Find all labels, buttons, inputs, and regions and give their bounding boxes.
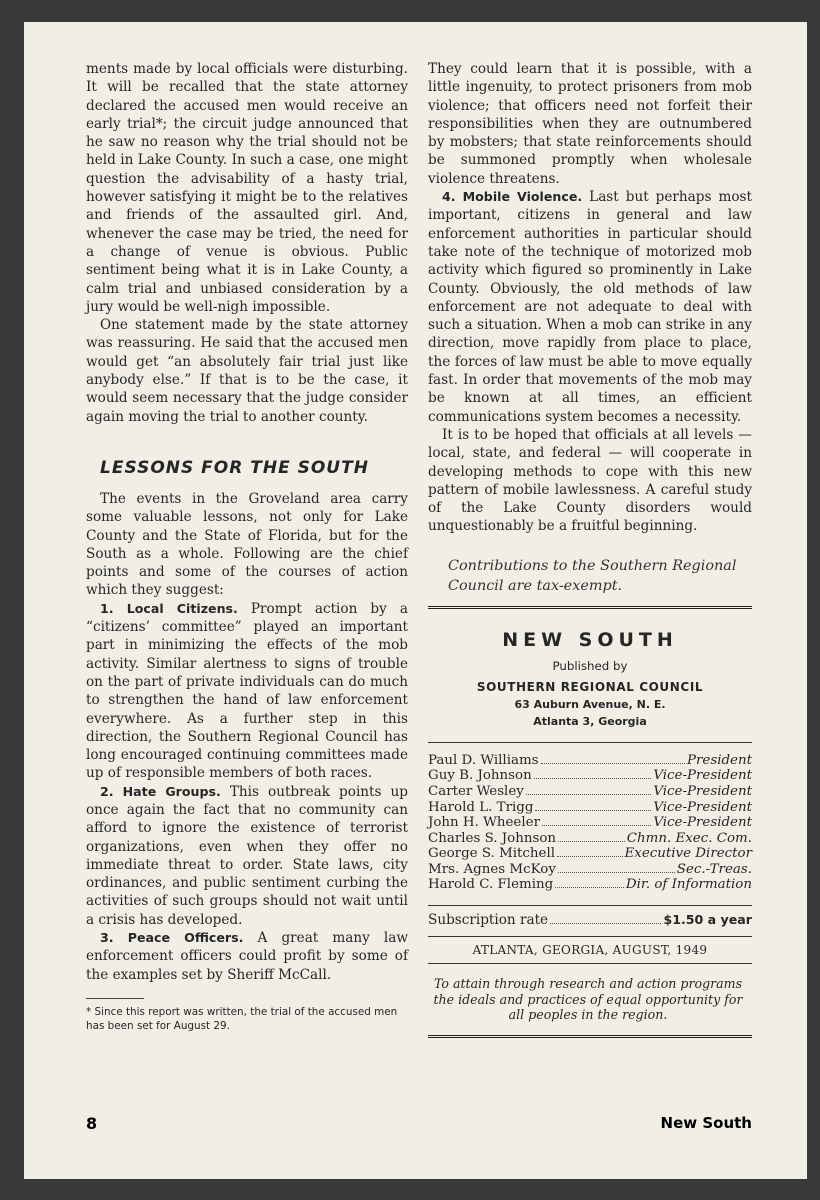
dot-leader bbox=[557, 856, 622, 857]
officer-name: John H. Wheeler bbox=[428, 815, 540, 831]
page-number: 8 bbox=[86, 1114, 98, 1133]
officer-role: Vice-President bbox=[653, 799, 752, 815]
subscription-rate bbox=[428, 912, 752, 928]
masthead bbox=[428, 629, 752, 728]
right-paragraph-1: They could learn that it is possible, with a little ingenuity, to protect prisoners from mob violence; that officers need not forfeit their responsibilities when they are outnumbered by mobsters; that state reinforcements should be summoned promptly when wholesale violence threatens. bbox=[428, 61, 752, 187]
officer-row bbox=[428, 753, 752, 769]
officer-role: Sec.-Treas. bbox=[676, 861, 752, 877]
section-heading: LESSONS FOR THE SOUTH bbox=[100, 457, 369, 478]
subscription-label: Subscription rate bbox=[428, 912, 549, 929]
officer-role: Vice-President bbox=[653, 815, 752, 831]
officer-name: Carter Wesley bbox=[428, 783, 524, 799]
officer-name: Charles S. Johnson bbox=[428, 830, 557, 846]
officer-name: Guy B. Johnson bbox=[428, 768, 532, 784]
point-lead: 2. Hate Groups. bbox=[100, 783, 221, 799]
left-paragraph-2: One statement made by the state attorney was reassuring. He said that the accused men would get “an absolutely fair trial just like anybody else.” If that is to be the case, it would seem necessary that the judge consider again moving the trial to another county. bbox=[86, 317, 408, 425]
dot-leader bbox=[541, 763, 685, 764]
divider bbox=[428, 936, 752, 937]
mission-statement: To attain through research and action programs the ideals and practices of equal opportunity for all peoples in the region. bbox=[433, 976, 743, 1023]
officers-list bbox=[428, 753, 752, 893]
right-paragraph-2: It is to be hoped that officials at all levels — local, state, and federal — will cooperate in developing methods to cope with this new pattern of mobile lawlessness. A careful study of the Lake County disorders would unquestionably be a fruitful beginning. bbox=[428, 426, 752, 535]
dot-leader bbox=[558, 872, 675, 873]
masthead-bottom-rule bbox=[428, 1035, 752, 1040]
officer-role: Chmn. Exec. Com. bbox=[626, 830, 752, 846]
dot-leader bbox=[555, 887, 624, 888]
address-line-2: Atlanta 3, Georgia bbox=[533, 714, 647, 728]
dot-leader bbox=[550, 923, 661, 924]
left-column bbox=[86, 60, 408, 1033]
footnote: * Since this report was written, the trial of the accused men has been set for August 29. bbox=[86, 1005, 398, 1032]
point-text: A great many law enforcement officers could profit by some of the examples set by Sheriff McCall. bbox=[86, 930, 408, 983]
officer-row bbox=[428, 862, 752, 878]
officer-role: Executive Director bbox=[624, 846, 752, 862]
officer-row bbox=[428, 768, 752, 784]
right-column bbox=[428, 60, 752, 1040]
officer-role: President bbox=[687, 752, 752, 768]
officer-row bbox=[428, 815, 752, 831]
point-lead: 4. Mobile Violence. bbox=[442, 189, 583, 205]
footnote-divider bbox=[86, 998, 144, 999]
officer-role: Vice-President bbox=[653, 768, 752, 784]
point-text: Last but perhaps most important, citizens in general and law enforcement authorities in particular should take note of the technique of motorized mob activity which figured so prominently in Lake County. Obviously, the old methods of law enforcement are not adequate to deal with such a situation. When a mob can strike in any direction, move rapidly from place to place, the forces of law must be able to move equally fast. In order that movements of the mob may be known at all times, an efficient communications system becomes a necessity. bbox=[428, 189, 752, 425]
document-page bbox=[24, 22, 807, 1179]
publication-name: New South bbox=[660, 1114, 752, 1132]
officer-role: Dir. of Information bbox=[625, 877, 752, 893]
officer-row bbox=[428, 800, 752, 816]
published-by: Published by bbox=[552, 658, 628, 673]
officer-name: Harold L. Trigg bbox=[428, 799, 534, 815]
officer-name: Harold C. Fleming bbox=[428, 877, 554, 893]
point-text: Prompt action by a “citizens’ committee” played an important part in minimizing the effects of the mob activity. Similar alertness to signs of trouble on the part of private individuals can do much to strengthen the hand of law enforcement everywhere. As a further step in this direction, the Southern Regional Council has long encouraged continuing committees made up of responsible members of both races. bbox=[86, 600, 408, 782]
officer-name: Paul D. Williams bbox=[428, 752, 539, 768]
point-mobile-violence bbox=[428, 188, 752, 426]
masthead-title: NEW SOUTH bbox=[502, 628, 678, 651]
point-lead: 3. Peace Officers. bbox=[100, 930, 244, 946]
left-paragraph-3: The events in the Groveland area carry some valuable lessons, not only for Lake County and the State of Florida, but for the South as a whole. Following are the chief points and some of the courses of action which they suggest: bbox=[86, 490, 408, 599]
dot-leader bbox=[558, 841, 625, 842]
officer-row bbox=[428, 784, 752, 800]
left-paragraph-1: ments made by local officials were disturbing. It will be recalled that the state attorney declared the accused men would receive an early trial*; the circuit judge announced that he saw no reason why the trial should not be held in Lake County. In such a case, one might question the advisability of a hasty trial, however satisfying it might be to the relatives and friends of the assaulted girl. And, whenever the case may be tried, the need for a change of venue is obvious. Public sentiment being what it is in Lake County, a calm trial and unbiased consideration by a jury would be well-nigh impossible. bbox=[86, 61, 408, 315]
dot-leader bbox=[526, 794, 651, 795]
officer-name: George S. Mitchell bbox=[428, 846, 556, 862]
subscription-value: $1.50 a year bbox=[663, 912, 752, 928]
dateline: ATLANTA, GEORGIA, AUGUST, 1949 bbox=[472, 943, 708, 958]
officer-row bbox=[428, 846, 752, 862]
point-peace-officers bbox=[86, 929, 408, 984]
point-text: This outbreak points up once again the fact that no community can afford to ignore the existence of terrorist organizations, even when they offer no immediate threat to order. State laws, city ordinances, and public sentiment curbing the activities of such groups should not wait until a crisis has developed. bbox=[86, 783, 408, 928]
point-lead: 1. Local Citizens. bbox=[100, 600, 238, 616]
address-line-1: 63 Auburn Avenue, N. E. bbox=[514, 697, 666, 711]
officer-name: Mrs. Agnes McKoy bbox=[428, 861, 556, 877]
contributions-note: Contributions to the Southern Regional Council are tax-exempt. bbox=[448, 557, 737, 594]
dot-leader bbox=[542, 825, 651, 826]
officer-row bbox=[428, 831, 752, 847]
officer-row bbox=[428, 877, 752, 893]
divider bbox=[428, 963, 752, 964]
dot-leader bbox=[534, 778, 652, 779]
point-hate-groups bbox=[86, 783, 408, 929]
organization-name: SOUTHERN REGIONAL COUNCIL bbox=[476, 679, 704, 694]
divider bbox=[428, 742, 752, 743]
masthead-top-rule bbox=[428, 606, 752, 611]
dot-leader bbox=[535, 810, 651, 811]
point-local-citizens bbox=[86, 600, 408, 783]
divider bbox=[428, 905, 752, 906]
officer-role: Vice-President bbox=[653, 783, 752, 799]
